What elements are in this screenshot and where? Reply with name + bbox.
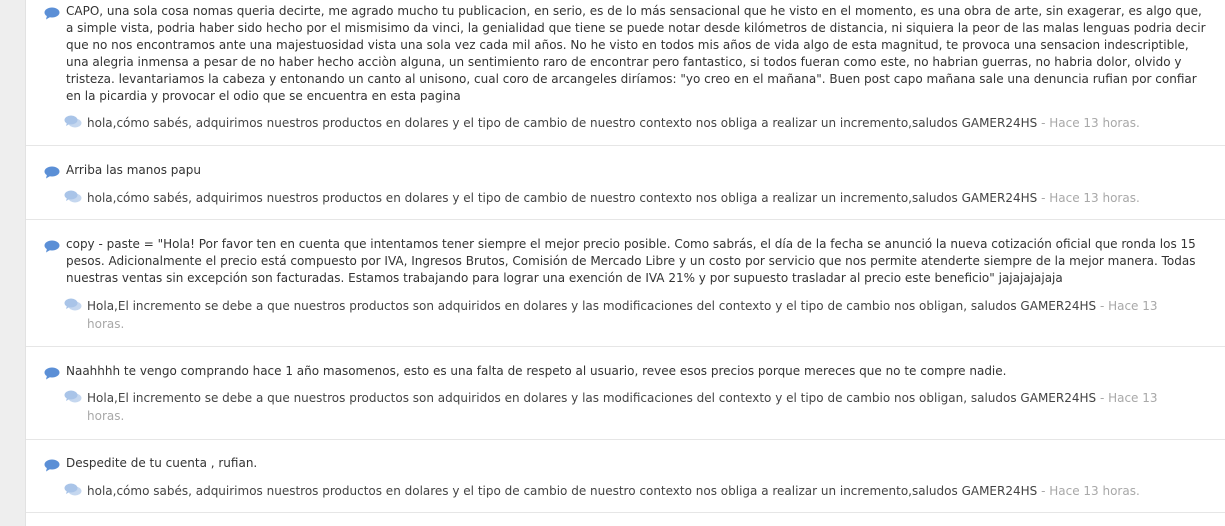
answer <box>26 482 1225 500</box>
double-speech-bubble-icon <box>64 190 82 205</box>
answer-time: - Hace 13 horas. <box>1037 116 1140 130</box>
questions-page <box>25 0 1225 526</box>
answer <box>26 297 1225 333</box>
double-speech-bubble-icon <box>64 390 82 405</box>
question-text: Naahhhh te vengo comprando hace 1 año masomenos, esto es una falta de respeto al usuario, revee esos precios porque mereces que no te compre nadie. <box>66 364 1007 378</box>
answer-text: hola,cómo sabés, adquirimos nuestros productos en dolares y el tipo de cambio de nuestro contexto nos obliga a realizar un incremento,saludos GAMER24HS <box>87 191 1038 205</box>
question <box>26 162 1225 179</box>
double-speech-bubble-icon <box>64 115 82 130</box>
answer-time: - Hace 13 horas. <box>1037 484 1140 498</box>
speech-bubble-icon <box>44 367 60 380</box>
speech-bubble-icon <box>44 240 60 253</box>
answer-text: Hola,El incremento se debe a que nuestros productos son adquiridos en dolares y las modificaciones del contexto y el tipo de cambio nos obligan, saludos GAMER24HS <box>87 391 1097 405</box>
answer-time: - Hace 13 horas. <box>87 391 1158 423</box>
question-text: Despedite de tu cuenta , rufian. <box>66 456 258 470</box>
answer <box>26 114 1225 132</box>
question <box>26 3 1225 105</box>
question <box>26 236 1225 287</box>
answer-time: - Hace 13 horas. <box>87 299 1158 331</box>
answer-text: hola,cómo sabés, adquirimos nuestros productos en dolares y el tipo de cambio de nuestro contexto nos obliga a realizar un incremento,saludos GAMER24HS <box>87 484 1038 498</box>
question <box>26 363 1225 380</box>
answer-text: hola,cómo sabés, adquirimos nuestros productos en dolares y el tipo de cambio de nuestro contexto nos obliga a realizar un incremento,saludos GAMER24HS <box>87 116 1038 130</box>
question-item <box>26 220 1225 347</box>
question-item <box>26 0 1225 146</box>
answer-text: Hola,El incremento se debe a que nuestros productos son adquiridos en dolares y las modificaciones del contexto y el tipo de cambio nos obligan, saludos GAMER24HS <box>87 299 1097 313</box>
question-text: copy - paste = "Hola! Por favor ten en cuenta que intentamos tener siempre el mejor precio posible. Como sabrás, el día de la fecha se anunció la nueva cotización oficial que ronda los 15 pesos. Adicionalmente el precio está compuesto por IVA, Ingresos Brutos, Comisión de Mercado Libre y un costo por servicio que nos permite atenderte siempre de la mejor manera. Todas nuestras ventas sin excepción son facturadas. Estamos trabajando para lograr una exención de IVA 21% y por supuesto trasladar al precio este beneficio" jajajajajaja <box>66 237 1196 285</box>
question-text: Arriba las manos papu <box>66 163 201 177</box>
question-item <box>26 146 1225 220</box>
answer <box>26 389 1225 425</box>
answer <box>26 189 1225 207</box>
speech-bubble-icon <box>44 459 60 472</box>
question-item <box>26 440 1225 513</box>
speech-bubble-icon <box>44 166 60 179</box>
double-speech-bubble-icon <box>64 483 82 498</box>
answer-time: - Hace 13 horas. <box>1037 191 1140 205</box>
question <box>26 455 1225 472</box>
speech-bubble-icon <box>44 7 60 20</box>
question-item <box>26 347 1225 440</box>
questions-list <box>26 0 1225 513</box>
double-speech-bubble-icon <box>64 298 82 313</box>
question-text: CAPO, una sola cosa nomas queria decirte, me agrado mucho tu publicacion, en serio, es de lo más sensacional que he visto en el momento, es una obra de arte, sin exagerar, es algo que, a simple vista, podria haber sido hecho por el mismisimo da vinci, la genialidad que tiene se puede notar desde kilómetros de distancia, ni siquiera la peor de las malas lenguas podria decir que no nos encontramos ante una majestuosidad vista una sola vez cada mil años. No he visto en todos mis años de vida algo de esta magnitud, te provoca una sensacion indescriptible, una alegria inmensa a pesar de no haber hecho acciòn alguna, un sentimiento raro de encontrar pero fantastico, si todos fueran como este, no habrian guerras, no habria dolor, olvido y tristeza. levantariamos la cabeza y entonando un canto al unisono, cual coro de arcangeles diríamos: "yo creo en el mañana". Buen post capo mañana sale una denuncia rufian por confiar en la picardia y provocar el odio que se encuentra en esta pagina <box>66 4 1206 103</box>
